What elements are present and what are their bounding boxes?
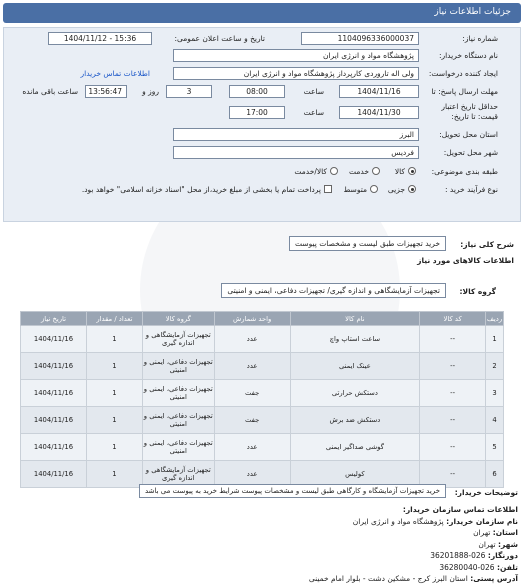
reply-deadline-label: مهلت ارسال پاسخ: تا xyxy=(431,87,498,96)
reply-time-label: ساعت xyxy=(303,87,324,96)
buyer-org-label: نام دستگاه خریدار: xyxy=(438,51,498,60)
creator-label: ایجاد کننده درخواست: xyxy=(428,69,498,78)
category-option-service: خدمت xyxy=(349,167,369,176)
row-group: تجهیزات دفاعی، ایمنی و امنیتی xyxy=(142,434,214,461)
contact-phone-label: دورنگار: xyxy=(487,551,518,560)
process-option-medium: متوسط xyxy=(343,185,367,194)
contact-section xyxy=(8,504,518,585)
col-group-header: گروه کالا xyxy=(142,312,214,326)
summary-label: شرح کلی نیاز: xyxy=(460,240,514,249)
row-name: ساعت استاپ واچ xyxy=(290,326,420,353)
row-unit: عدد xyxy=(214,353,290,380)
category-radio-goods-service[interactable] xyxy=(330,167,338,175)
category-option-goods: کالا xyxy=(394,167,405,176)
row-date: 1404/11/16 xyxy=(21,326,87,353)
row-date: 1404/11/16 xyxy=(21,353,87,380)
row-qty: 1 xyxy=(86,407,142,434)
contact-city: تهران xyxy=(478,539,496,549)
process-option-minor: جزیی xyxy=(387,185,405,194)
contact-fax-label: تلفن: xyxy=(496,562,518,572)
category-radio-service[interactable] xyxy=(372,167,380,175)
row-unit: عدد xyxy=(214,434,290,461)
table-row xyxy=(21,407,504,434)
city-field: فردیس xyxy=(173,146,419,159)
reply-date-field: 1404/11/16 xyxy=(339,85,419,98)
row-date: 1404/11/16 xyxy=(21,380,87,407)
row-code: -- xyxy=(420,326,486,353)
contact-province-line xyxy=(8,527,518,539)
row-index: 4 xyxy=(486,407,504,434)
row-name: دستکش ضد برش xyxy=(290,407,420,434)
row-code: -- xyxy=(420,407,486,434)
days-field: 3 xyxy=(166,85,212,98)
contact-province-label: استان: xyxy=(492,528,518,537)
table-row xyxy=(21,434,504,461)
process-radio-minor[interactable] xyxy=(408,185,416,193)
remaining-label: ساعت باقی مانده xyxy=(22,87,78,96)
price-time-field: 17:00 xyxy=(229,106,285,119)
row-unit: عدد xyxy=(214,326,290,353)
need-number-field: 1104096336000037 xyxy=(301,32,419,45)
goods-section-title: اطلاعات کالاهای مورد نیاز xyxy=(417,256,514,265)
row-name: کولیس xyxy=(290,461,420,488)
row-index: 2 xyxy=(486,353,504,380)
process-label: نوع فرآیند خرید : xyxy=(444,185,498,194)
remaining-time-field: 13:56:47 xyxy=(85,85,127,98)
category-option-goods-service: کالا/خدمت xyxy=(294,167,327,176)
treasury-note: پرداخت تمام یا بخشی از مبلغ خرید،از محل "اسناد خزانه اسلامی" خواهد بود. xyxy=(81,185,321,194)
process-radio-medium[interactable] xyxy=(370,185,378,193)
row-index: 5 xyxy=(486,434,504,461)
row-code: -- xyxy=(420,434,486,461)
row-unit: جفت xyxy=(214,407,290,434)
city-label: شهر محل تحویل: xyxy=(443,148,498,157)
col-date-header: تاریخ نیاز xyxy=(21,312,87,326)
contact-org: پژوهشگاه مواد و انرژی ایران xyxy=(352,516,444,526)
row-group: تجهیزات دفاعی، ایمنی و امنیتی xyxy=(142,353,214,380)
row-qty: 1 xyxy=(86,461,142,488)
row-index: 1 xyxy=(486,326,504,353)
row-group: تجهیزات آزمایشگاهی و اندازه گیری xyxy=(142,326,214,353)
contact-fax: 026-36280040 xyxy=(439,562,495,572)
row-name: عینک ایمنی xyxy=(290,353,420,380)
row-group: تجهیزات دفاعی، ایمنی و امنیتی xyxy=(142,407,214,434)
reply-time-field: 08:00 xyxy=(229,85,285,98)
row-code: -- xyxy=(420,353,486,380)
contact-title: اطلاعات تماس سازمان خریدار: xyxy=(402,505,518,514)
buyer-contact-link[interactable]: اطلاعات تماس خریدار xyxy=(80,69,150,78)
row-date: 1404/11/16 xyxy=(21,461,87,488)
goods-group-label: گروه کالا: xyxy=(459,287,496,296)
price-validity-label-1: حداقل تاریخ اعتبار xyxy=(441,102,498,111)
row-date: 1404/11/16 xyxy=(21,434,87,461)
contact-address-line xyxy=(8,573,518,585)
page-header xyxy=(3,3,521,23)
table-row xyxy=(21,326,504,353)
row-qty: 1 xyxy=(86,434,142,461)
row-name: دستکش حرارتی xyxy=(290,380,420,407)
row-qty: 1 xyxy=(86,353,142,380)
price-time-label: ساعت xyxy=(303,108,324,117)
buyer-org-field: پژوهشگاه مواد و انرژی ایران xyxy=(173,49,419,62)
col-unit-header: واحد شمارش xyxy=(214,312,290,326)
col-name-header: نام کالا xyxy=(290,312,420,326)
contact-org-line xyxy=(8,516,518,528)
row-name: گوشی صداگیر ایمنی xyxy=(290,434,420,461)
announce-field: 1404/11/12 - 15:36 xyxy=(48,32,152,45)
need-details-panel xyxy=(3,27,521,222)
buyer-notes-label: توضیحات خریدار: xyxy=(454,488,518,497)
goods-group-field: تجهیزات آزمایشگاهی و اندازه گیری/ تجهیزات دفاعی، ایمنی و امنیتی xyxy=(221,283,446,298)
contact-city-label: شهر: xyxy=(498,539,518,549)
summary-field: خرید تجهیزات طبق لیست و مشخصات پیوست xyxy=(289,236,446,251)
price-date-field: 1404/11/30 xyxy=(339,106,419,119)
row-unit: عدد xyxy=(214,461,290,488)
row-date: 1404/11/16 xyxy=(21,407,87,434)
row-index: 3 xyxy=(486,380,504,407)
contact-org-label: نام سازمان خریدار: xyxy=(446,516,518,526)
row-code: -- xyxy=(420,380,486,407)
price-validity-label-2: قیمت: تا تاریخ: xyxy=(451,112,498,121)
col-qty-header: تعداد / مقدار xyxy=(86,312,142,326)
page-title: جزئیات اطلاعات نیاز xyxy=(434,7,511,17)
announce-label: تاریخ و ساعت اعلان عمومی: xyxy=(174,34,265,43)
table-row xyxy=(21,353,504,380)
col-row-header: ردیف xyxy=(486,312,504,326)
table-row xyxy=(21,380,504,407)
contact-province: تهران xyxy=(473,528,491,537)
col-code-header: کد کالا xyxy=(420,312,486,326)
contact-fax-line xyxy=(8,562,518,574)
contact-city-line xyxy=(8,539,518,551)
contact-phone: 026-36201888 xyxy=(430,551,486,560)
buyer-notes-field: خرید تجهیزات آزمایشگاه و کارگاهی طبق لیست و مشخصات پیوست شرایط خرید به پیوست می باشد xyxy=(139,484,446,498)
province-label: استان محل تحویل: xyxy=(439,130,498,139)
items-table xyxy=(20,311,504,488)
row-qty: 1 xyxy=(86,380,142,407)
contact-address-label: آدرس پستی: xyxy=(470,574,518,583)
province-field: البرز xyxy=(173,128,419,141)
contact-phone-line xyxy=(8,550,518,562)
table-header-row xyxy=(21,312,504,326)
creator-field: ولی اله تاروردی کارپرداز پژوهشگاه مواد و انرژی ایران xyxy=(173,67,419,80)
need-number-label: شماره نیاز: xyxy=(462,34,498,43)
row-index: 6 xyxy=(486,461,504,488)
days-label: روز و xyxy=(142,87,159,96)
row-group: تجهیزات دفاعی، ایمنی و امنیتی xyxy=(142,380,214,407)
row-unit: جفت xyxy=(214,380,290,407)
treasury-checkbox[interactable] xyxy=(324,185,332,193)
row-qty: 1 xyxy=(86,326,142,353)
category-label: طبقه بندی موضوعی: xyxy=(431,167,498,176)
category-radio-goods[interactable] xyxy=(408,167,416,175)
row-group: تجهیزات آزمایشگاهی و اندازه گیری xyxy=(142,461,214,488)
contact-address: استان البرز کرج - مشکین دشت - بلوار امام خمینی xyxy=(308,574,468,583)
row-code: -- xyxy=(420,461,486,488)
